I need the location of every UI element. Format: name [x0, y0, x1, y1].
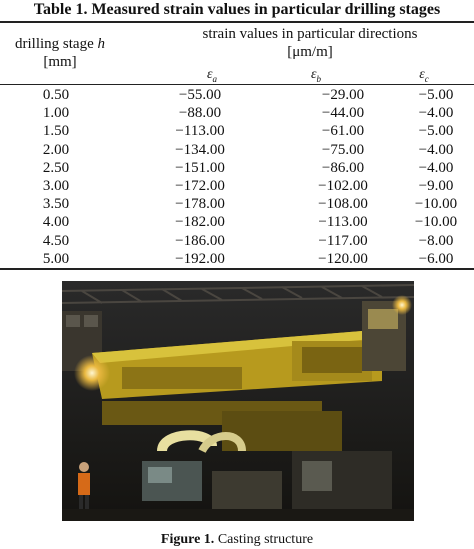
figure-caption — [0, 531, 474, 549]
strain-value-cell: −4.00 — [418, 159, 454, 176]
figure-text: Casting structure — [217, 532, 314, 547]
stage-header-label: drilling stage h — [15, 36, 105, 52]
strain-value-cell: −44.00 — [321, 105, 365, 122]
strain-value-cell: −10.00 — [414, 196, 458, 213]
strain-value-cell: −88.00 — [178, 105, 222, 122]
drilling-stage-cell: 3.50 — [42, 196, 70, 213]
strain-value-cell: −6.00 — [418, 250, 454, 267]
table-row — [0, 232, 474, 250]
strain-value-cell: −113.00 — [318, 214, 368, 231]
strain-value-cell: −5.00 — [418, 87, 454, 103]
table-row — [0, 213, 474, 231]
strain-value-cell: −55.00 — [178, 87, 222, 103]
table-row — [0, 250, 474, 268]
strain-value-cell: −151.00 — [175, 159, 225, 176]
table-row — [0, 122, 474, 140]
strain-value-cell: −61.00 — [321, 123, 365, 140]
strain-value-cell: −86.00 — [321, 159, 365, 176]
strain-value-cell: −192.00 — [175, 250, 225, 267]
table-bottom-rule — [0, 268, 474, 270]
drilling-stage-cell: 2.00 — [42, 141, 70, 158]
table-row — [0, 86, 474, 104]
table-row — [0, 104, 474, 122]
strain-value-cell: −186.00 — [175, 232, 225, 249]
drilling-stage-cell: 0.50 — [42, 87, 70, 103]
table-row — [0, 141, 474, 159]
strain-value-cell: −10.00 — [414, 214, 458, 231]
strain-value-cell: −182.00 — [175, 214, 225, 231]
strain-value-cell: −113.00 — [175, 123, 225, 140]
strain-value-cell: −120.00 — [318, 250, 368, 267]
drilling-stage-cell: 2.50 — [42, 159, 70, 176]
drilling-stage-cell: 3.00 — [42, 178, 70, 195]
drilling-stage-cell: 1.00 — [42, 105, 70, 122]
symbol-epsilon-a: $\varepsilon_a$ — [206, 67, 218, 84]
figure-label: Figure 1. — [160, 532, 215, 547]
drilling-stage-cell: 1.50 — [42, 123, 70, 140]
strain-group-unit: [μm/m] — [287, 44, 333, 60]
drilling-stage-cell: 4.00 — [42, 214, 70, 231]
drilling-stage-cell: 4.50 — [42, 232, 70, 249]
table-caption: Table 1. Measured strain values in particular drilling stages — [33, 1, 441, 18]
table-row — [0, 195, 474, 213]
strain-value-cell: −5.00 — [418, 123, 454, 140]
table-top-rule — [0, 21, 474, 23]
casting-structure-photo — [62, 281, 414, 521]
strain-value-cell: −8.00 — [418, 232, 454, 249]
strain-value-cell: −178.00 — [175, 196, 225, 213]
table-row — [0, 159, 474, 177]
symbol-epsilon-c: $\varepsilon_c$ — [419, 67, 429, 84]
strain-value-cell: −4.00 — [418, 105, 454, 122]
strain-value-cell: −29.00 — [321, 87, 365, 103]
strain-value-cell: −75.00 — [321, 141, 365, 158]
strain-value-cell: −117.00 — [318, 232, 368, 249]
strain-value-cell: −9.00 — [418, 178, 454, 195]
strain-group-label: strain values in particular directions — [202, 26, 418, 42]
strain-group-header — [150, 25, 470, 61]
strain-value-cell: −134.00 — [175, 141, 225, 158]
strain-table — [0, 86, 474, 268]
strain-value-cell: −172.00 — [175, 178, 225, 195]
strain-value-cell: −108.00 — [318, 196, 368, 213]
drilling-stage-cell: 5.00 — [42, 250, 70, 267]
table-row — [0, 177, 474, 195]
stage-column-header — [0, 35, 120, 71]
foundry-scene-illustration — [62, 281, 414, 521]
strain-value-cell: −4.00 — [418, 141, 454, 158]
table-header-rule — [0, 84, 474, 85]
symbol-epsilon-b: $\varepsilon_b$ — [310, 67, 322, 84]
strain-value-cell: −102.00 — [318, 178, 368, 195]
stage-header-unit: [mm] — [43, 54, 77, 70]
